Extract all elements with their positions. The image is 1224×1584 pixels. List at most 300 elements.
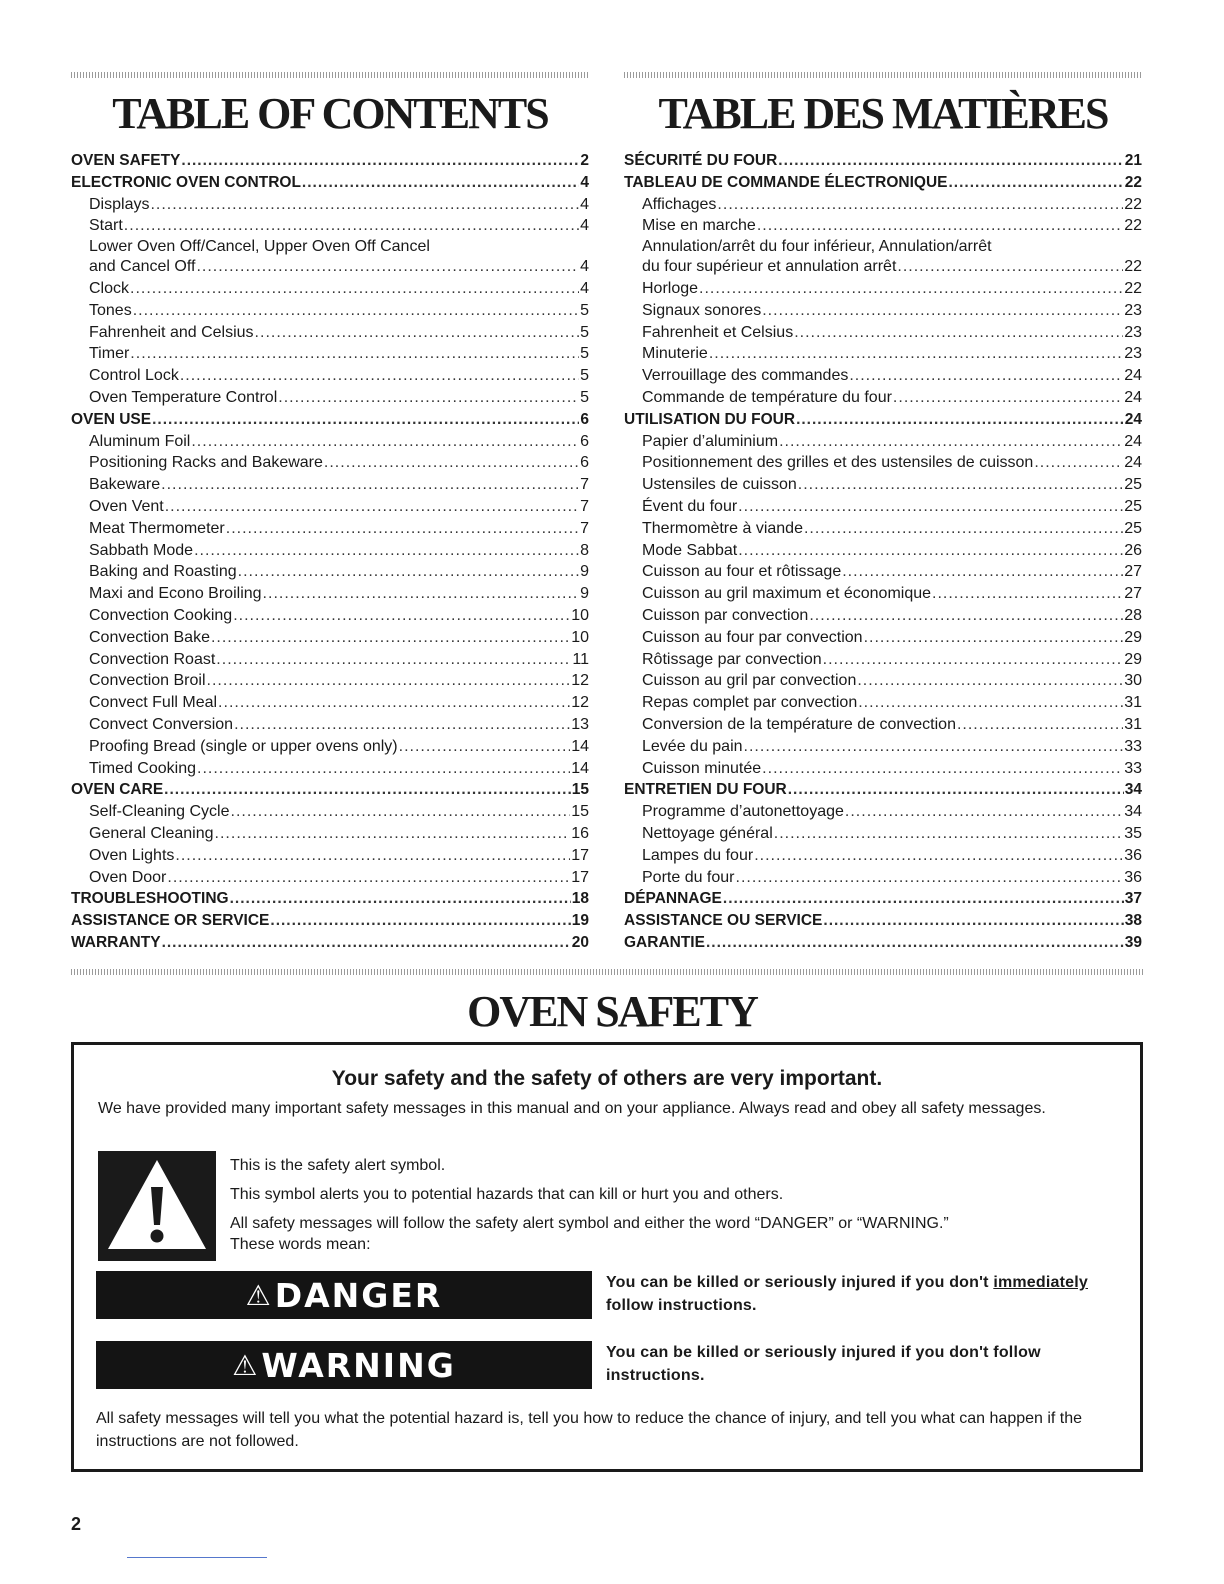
toc-entry bbox=[71, 496, 589, 518]
alert-line: This symbol alerts you to potential hazards that can kill or hurt you and others. bbox=[230, 1186, 784, 1203]
dot-leader bbox=[762, 758, 1123, 780]
toc-entry-label: Lampes du four bbox=[642, 846, 754, 864]
dot-leader bbox=[842, 561, 1123, 583]
dot-leader bbox=[717, 194, 1123, 216]
dot-leader bbox=[736, 867, 1124, 889]
toc-page-number: 37 bbox=[1124, 890, 1142, 908]
dot-leader bbox=[255, 322, 580, 344]
toc-entry-label: UTILISATION DU FOUR bbox=[624, 410, 796, 428]
toc-entry bbox=[71, 322, 589, 344]
toc-entry bbox=[71, 714, 589, 736]
toc-entry bbox=[624, 627, 1142, 649]
toc-entry-label: Horloge bbox=[642, 279, 699, 297]
dot-leader bbox=[216, 649, 571, 671]
dot-leader bbox=[152, 409, 579, 431]
alert-triangle-icon: ⚠ bbox=[232, 1348, 260, 1382]
dot-leader bbox=[130, 278, 579, 300]
dot-leader bbox=[823, 910, 1123, 932]
toc-entry-label: ASSISTANCE OU SERVICE bbox=[624, 912, 823, 930]
dot-leader bbox=[957, 714, 1123, 736]
dot-leader bbox=[231, 801, 571, 823]
toc-entry bbox=[71, 823, 589, 845]
toc-entry-label: Convect Full Meal bbox=[89, 694, 218, 712]
dot-leader bbox=[161, 474, 579, 496]
alert-line: All safety messages will follow the safety alert symbol and either the word “DANGER” or “WARNING.” bbox=[230, 1215, 949, 1232]
dot-leader bbox=[857, 670, 1123, 692]
toc-page-number: 39 bbox=[1124, 933, 1142, 951]
dot-leader bbox=[809, 605, 1123, 627]
dot-leader bbox=[197, 758, 570, 780]
toc-section-entry bbox=[624, 932, 1142, 954]
dot-leader bbox=[849, 365, 1123, 387]
toc-page-number: 36 bbox=[1124, 846, 1142, 864]
dot-leader bbox=[706, 932, 1124, 954]
page-number: 2 bbox=[71, 1514, 82, 1534]
toc-page-number: 5 bbox=[580, 345, 589, 363]
dot-leader bbox=[167, 867, 570, 889]
dot-leader bbox=[858, 692, 1123, 714]
toc-entry-label: Control Lock bbox=[89, 367, 179, 385]
toc-entry bbox=[624, 845, 1142, 867]
toc-entry-label: Convection Broil bbox=[89, 672, 206, 690]
toc-page-number: 12 bbox=[571, 694, 589, 712]
toc-entry bbox=[71, 540, 589, 562]
toc-entry-label: Cuisson au gril maximum et économique bbox=[642, 585, 932, 603]
alert-line: These words mean: bbox=[230, 1236, 371, 1253]
dot-leader bbox=[211, 627, 570, 649]
dot-leader bbox=[932, 583, 1123, 605]
toc-english bbox=[71, 72, 589, 954]
toc-page-number: 9 bbox=[580, 563, 589, 581]
toc-entry bbox=[71, 387, 589, 409]
dot-leader bbox=[194, 540, 579, 562]
toc-page-number: 36 bbox=[1124, 868, 1142, 886]
toc-page-number: 10 bbox=[571, 606, 589, 624]
dot-leader bbox=[864, 627, 1124, 649]
toc-page-number: 24 bbox=[1124, 410, 1142, 428]
toc-entry bbox=[624, 474, 1142, 496]
toc-page-number: 4 bbox=[580, 258, 589, 276]
toc-page-number: 22 bbox=[1124, 279, 1142, 297]
toc-section-entry bbox=[624, 779, 1142, 801]
toc-entry bbox=[71, 867, 589, 889]
toc-entry bbox=[624, 452, 1142, 474]
toc-entry-label: DÉPANNAGE bbox=[624, 890, 722, 908]
dot-leader bbox=[804, 518, 1123, 540]
toc-entry-label: Convection Roast bbox=[89, 650, 216, 668]
toc-page-number: 5 bbox=[580, 323, 589, 341]
toc-section-entry bbox=[624, 172, 1142, 194]
toc-title-fr: TABLE DES MATIÈRES bbox=[658, 89, 1108, 138]
toc-entry bbox=[624, 670, 1142, 692]
danger-description: You can be killed or seriously injured if you don't immediately follow instructions. bbox=[606, 1274, 1088, 1314]
warning-signal-bar bbox=[96, 1341, 592, 1389]
dot-leader bbox=[196, 256, 579, 278]
toc-entry bbox=[624, 605, 1142, 627]
toc-page-number: 22 bbox=[1124, 258, 1142, 276]
alert-line: This is the safety alert symbol. bbox=[230, 1157, 446, 1174]
toc-entry-label: Bakeware bbox=[89, 476, 161, 494]
toc-entry bbox=[624, 583, 1142, 605]
dot-leader bbox=[302, 172, 579, 194]
toc-entry bbox=[624, 431, 1142, 453]
toc-entry bbox=[624, 540, 1142, 562]
toc-entry bbox=[71, 256, 589, 278]
toc-entry-label: Thermomètre à viande bbox=[642, 519, 803, 537]
dot-leader bbox=[796, 409, 1124, 431]
toc-entry bbox=[71, 518, 589, 540]
toc-entry bbox=[624, 692, 1142, 714]
toc-page-number: 31 bbox=[1124, 694, 1142, 712]
dot-leader bbox=[762, 300, 1123, 322]
dot-leader bbox=[234, 714, 570, 736]
toc-entry-label: Baking and Roasting bbox=[89, 563, 237, 581]
dot-leader bbox=[744, 736, 1124, 758]
toc-entry-label: Évent du four bbox=[642, 497, 738, 515]
toc-entry bbox=[71, 300, 589, 322]
toc-entry bbox=[624, 278, 1142, 300]
dot-leader bbox=[164, 779, 571, 801]
toc-entry bbox=[71, 237, 589, 256]
dot-leader bbox=[238, 561, 579, 583]
toc-page-number: 28 bbox=[1124, 606, 1142, 624]
dot-leader bbox=[774, 823, 1123, 845]
toc-entry bbox=[624, 215, 1142, 237]
toc-page-number: 2 bbox=[580, 152, 589, 169]
toc-entry bbox=[624, 649, 1142, 671]
toc-entry bbox=[71, 194, 589, 216]
toc-entry-label: ELECTRONIC OVEN CONTROL bbox=[71, 173, 301, 191]
toc-entry-label: Commande de température du four bbox=[642, 388, 892, 406]
toc-page-number: 17 bbox=[571, 846, 589, 864]
toc-section-entry bbox=[71, 172, 589, 194]
toc-page-number: 23 bbox=[1124, 323, 1142, 341]
toc-entry-label: Cuisson par convection bbox=[642, 606, 809, 624]
dot-leader bbox=[738, 496, 1123, 518]
dot-leader bbox=[124, 215, 579, 237]
dot-leader bbox=[845, 801, 1123, 823]
toc-page-number: 6 bbox=[580, 410, 589, 428]
toc-entry-label: Fahrenheit et Celsius bbox=[642, 323, 794, 341]
toc-entry bbox=[624, 256, 1142, 278]
toc-entry bbox=[71, 474, 589, 496]
toc-page-number: 19 bbox=[571, 912, 589, 930]
toc-page-number: 12 bbox=[571, 672, 589, 690]
toc-page-number: 6 bbox=[580, 454, 589, 472]
dot-leader bbox=[798, 474, 1123, 496]
toc-entry-label: Positionnement des grilles et des ustensiles de cuisson bbox=[642, 454, 1034, 472]
dot-leader bbox=[278, 387, 579, 409]
toc-page-number: 7 bbox=[580, 476, 589, 494]
toc-page-number: 24 bbox=[1124, 367, 1142, 385]
dot-leader bbox=[794, 322, 1123, 344]
toc-page-number: 29 bbox=[1124, 628, 1142, 646]
toc-page-number: 29 bbox=[1124, 650, 1142, 668]
toc-page-number: 6 bbox=[580, 432, 589, 450]
toc-entry bbox=[71, 670, 589, 692]
toc-entry-label: TROUBLESHOOTING bbox=[71, 890, 229, 908]
toc-page-number: 26 bbox=[1124, 541, 1142, 559]
toc-entry-label: Meat Thermometer bbox=[89, 519, 225, 537]
toc-page-number: 20 bbox=[571, 933, 589, 951]
dot-leader bbox=[181, 150, 579, 172]
dot-leader bbox=[897, 256, 1123, 278]
toc-entry bbox=[624, 300, 1142, 322]
safety-intro: We have provided many important safety messages in this manual and on your appliance. Always read and obey all safety messages. bbox=[98, 1100, 1046, 1117]
toc-entry-label: WARRANTY bbox=[71, 933, 161, 951]
toc-entry-label: Oven Vent bbox=[89, 497, 164, 515]
toc-entry-label: Nettoyage général bbox=[642, 824, 773, 842]
toc-entry-label: Mise en marche bbox=[642, 217, 756, 235]
toc-entry bbox=[624, 714, 1142, 736]
toc-list bbox=[71, 150, 589, 954]
toc-page-number: 33 bbox=[1124, 737, 1142, 755]
toc-entry-label: Convect Conversion bbox=[89, 715, 234, 733]
toc-entry bbox=[71, 561, 589, 583]
hatched-rule bbox=[71, 72, 589, 78]
toc-entry bbox=[71, 365, 589, 387]
toc-section-entry bbox=[71, 932, 589, 954]
toc-entry-label: Convection Bake bbox=[89, 628, 210, 646]
toc-entry-label: Annulation/arrêt du four inférieur, Annulation/arrêt bbox=[642, 238, 992, 256]
toc-entry bbox=[71, 758, 589, 780]
toc-section-entry bbox=[71, 888, 589, 910]
toc-page-number: 33 bbox=[1124, 759, 1142, 777]
dot-leader bbox=[779, 431, 1123, 453]
dot-leader bbox=[233, 605, 570, 627]
toc-entry-label: Cuisson minutée bbox=[642, 759, 762, 777]
toc-page-number: 14 bbox=[571, 737, 589, 755]
safety-box bbox=[71, 1042, 1143, 1472]
toc-page-number: 34 bbox=[1124, 781, 1142, 799]
dot-leader bbox=[778, 150, 1123, 172]
toc-page-number: 38 bbox=[1124, 912, 1142, 930]
dot-leader bbox=[230, 888, 571, 910]
toc-section-entry bbox=[624, 150, 1142, 172]
footer-rule bbox=[127, 1557, 267, 1558]
toc-entry bbox=[71, 452, 589, 474]
toc-entry bbox=[624, 758, 1142, 780]
dot-leader bbox=[324, 452, 579, 474]
toc-entry-label: Positioning Racks and Bakeware bbox=[89, 454, 323, 472]
dot-leader bbox=[270, 910, 570, 932]
toc-entry-label: Start bbox=[89, 217, 123, 235]
toc-entry-label: Minuterie bbox=[642, 345, 708, 363]
toc-title: TABLE OF CONTENTS bbox=[112, 89, 548, 138]
toc-entry-label: Self-Cleaning Cycle bbox=[89, 803, 230, 821]
toc-entry bbox=[71, 605, 589, 627]
danger-signal-bar bbox=[96, 1271, 592, 1319]
toc-entry bbox=[624, 736, 1142, 758]
toc-entry-label: Rôtissage par convection bbox=[642, 650, 822, 668]
toc-entry bbox=[624, 496, 1142, 518]
toc-entry bbox=[71, 583, 589, 605]
toc-entry-label: Repas complet par convection bbox=[642, 694, 858, 712]
toc-page-number: 4 bbox=[580, 195, 589, 213]
dot-leader bbox=[218, 692, 570, 714]
toc-page-number: 4 bbox=[580, 217, 589, 235]
toc-page-number: 16 bbox=[571, 824, 589, 842]
toc-entry-label: Papier d’aluminium bbox=[642, 432, 779, 450]
toc-page-number: 7 bbox=[580, 519, 589, 537]
dot-leader bbox=[215, 823, 571, 845]
toc-entry bbox=[71, 845, 589, 867]
toc-entry bbox=[71, 649, 589, 671]
toc-entry-label: ASSISTANCE OR SERVICE bbox=[71, 912, 270, 930]
dot-leader bbox=[699, 278, 1123, 300]
toc-entry bbox=[624, 365, 1142, 387]
toc-page-number: 24 bbox=[1124, 388, 1142, 406]
toc-page-number: 4 bbox=[580, 173, 589, 191]
dot-leader bbox=[949, 172, 1124, 194]
toc-entry bbox=[71, 736, 589, 758]
toc-page-number: 27 bbox=[1124, 563, 1142, 581]
dot-leader bbox=[788, 779, 1124, 801]
toc-page-number: 23 bbox=[1124, 301, 1142, 319]
toc-page-number: 22 bbox=[1124, 173, 1142, 191]
toc-entry bbox=[624, 387, 1142, 409]
toc-entry-label: SÉCURITÉ DU FOUR bbox=[624, 152, 778, 169]
dot-leader bbox=[175, 845, 570, 867]
toc-entry-label: GARANTIE bbox=[624, 933, 705, 951]
toc-entry bbox=[71, 431, 589, 453]
toc-page-number: 22 bbox=[1124, 217, 1142, 235]
toc-entry-label: Ustensiles de cuisson bbox=[642, 476, 797, 494]
toc-entry-label: Clock bbox=[89, 279, 130, 297]
toc-entry bbox=[71, 343, 589, 365]
toc-entry-label: Conversion de la température de convection bbox=[642, 715, 956, 733]
alert-triangle-icon: ⚠ bbox=[245, 1278, 273, 1312]
alert-explanation bbox=[230, 1155, 1110, 1255]
section-title: OVEN SAFETY bbox=[467, 987, 757, 1036]
dot-leader bbox=[162, 932, 571, 954]
warning-word: WARNING bbox=[261, 1345, 456, 1385]
toc-entry-label: Maxi and Econo Broiling bbox=[89, 585, 262, 603]
dot-leader bbox=[399, 736, 571, 758]
toc-entry-label: Mode Sabbat bbox=[642, 541, 738, 559]
toc-page-number: 13 bbox=[571, 715, 589, 733]
toc-entry bbox=[71, 278, 589, 300]
dot-leader bbox=[191, 431, 579, 453]
toc-page-number: 27 bbox=[1124, 585, 1142, 603]
toc-entry bbox=[624, 194, 1142, 216]
toc-page-number: 25 bbox=[1124, 519, 1142, 537]
toc-page-number: 18 bbox=[571, 890, 589, 908]
dot-leader bbox=[130, 343, 579, 365]
hatched-rule bbox=[71, 969, 1143, 975]
toc-entry bbox=[624, 867, 1142, 889]
toc-entry-label: Sabbath Mode bbox=[89, 541, 194, 559]
toc-page-number: 35 bbox=[1124, 824, 1142, 842]
toc-entry bbox=[624, 322, 1142, 344]
warning-description: You can be killed or seriously injured if you don't follow instructions. bbox=[606, 1344, 1041, 1384]
toc-entry-label: General Cleaning bbox=[89, 824, 214, 842]
danger-word: DANGER bbox=[274, 1275, 443, 1315]
toc-page-number: 7 bbox=[580, 497, 589, 515]
toc-page-number: 15 bbox=[571, 803, 589, 821]
dot-leader bbox=[709, 343, 1123, 365]
toc-page-number: 8 bbox=[580, 541, 589, 559]
toc-page-number: 24 bbox=[1124, 454, 1142, 472]
dot-leader bbox=[165, 496, 579, 518]
toc-entry-label: OVEN SAFETY bbox=[71, 152, 181, 169]
toc-page-number: 31 bbox=[1124, 715, 1142, 733]
toc-section-entry bbox=[71, 409, 589, 431]
toc-entry-label: Displays bbox=[89, 195, 150, 213]
toc-entry-label: Aluminum Foil bbox=[89, 432, 191, 450]
dot-leader bbox=[723, 888, 1124, 910]
dot-leader bbox=[133, 300, 579, 322]
toc-entry-label: Verrouillage des commandes bbox=[642, 367, 849, 385]
toc-page-number: 5 bbox=[580, 367, 589, 385]
toc-entry-label: Porte du four bbox=[642, 868, 735, 886]
toc-entry-label: OVEN CARE bbox=[71, 781, 164, 799]
dot-leader bbox=[738, 540, 1123, 562]
toc-page-number: 21 bbox=[1124, 152, 1142, 169]
dot-leader bbox=[754, 845, 1123, 867]
toc-page-number: 34 bbox=[1124, 803, 1142, 821]
toc-entry-label: Lower Oven Off/Cancel, Upper Oven Off Cancel bbox=[89, 238, 430, 256]
toc-entry-label: Signaux sonores bbox=[642, 301, 762, 319]
toc-entry-label: Cuisson au gril par convection bbox=[642, 672, 857, 690]
toc-entry-label: Convection Cooking bbox=[89, 606, 233, 624]
toc-entry-label: Programme d’autonettoyage bbox=[642, 803, 844, 821]
toc-page-number: 24 bbox=[1124, 432, 1142, 450]
toc-page-number: 10 bbox=[571, 628, 589, 646]
toc-entry-label: Oven Temperature Control bbox=[89, 388, 278, 406]
toc-page-number: 5 bbox=[580, 388, 589, 406]
dot-leader bbox=[226, 518, 579, 540]
safety-footer: All safety messages will tell you what the potential hazard is, tell you how to reduce the chance of injury, and tell you what can happen if the instructions are not followed. bbox=[96, 1410, 1083, 1450]
toc-entry bbox=[71, 801, 589, 823]
toc-entry bbox=[624, 237, 1142, 256]
toc-page-number: 11 bbox=[572, 650, 589, 668]
toc-page-number: 17 bbox=[571, 868, 589, 886]
hatched-rule bbox=[624, 72, 1142, 78]
toc-page-number: 22 bbox=[1124, 195, 1142, 213]
safety-heading: Your safety and the safety of others are very important. bbox=[331, 1067, 883, 1090]
toc-entry bbox=[624, 518, 1142, 540]
toc-entry bbox=[624, 561, 1142, 583]
dot-leader bbox=[207, 670, 571, 692]
toc-page-number: 9 bbox=[580, 585, 589, 603]
dot-leader bbox=[893, 387, 1123, 409]
toc-page-number: 25 bbox=[1124, 476, 1142, 494]
toc-page-number: 30 bbox=[1124, 672, 1142, 690]
dot-leader bbox=[823, 649, 1124, 671]
dot-leader bbox=[150, 194, 579, 216]
toc-section-entry bbox=[71, 779, 589, 801]
dot-leader bbox=[1034, 452, 1123, 474]
toc-section-entry bbox=[624, 888, 1142, 910]
toc-entry bbox=[624, 823, 1142, 845]
toc-entry-label: Affichages bbox=[642, 195, 717, 213]
dot-leader bbox=[263, 583, 580, 605]
toc-entry-label: Tones bbox=[89, 301, 132, 319]
toc-entry-label: Levée du pain bbox=[642, 737, 743, 755]
toc-entry-label: Cuisson au four et rôtissage bbox=[642, 563, 842, 581]
toc-page-number: 14 bbox=[571, 759, 589, 777]
toc-entry-label: Proofing Bread (single or upper ovens only) bbox=[89, 737, 398, 755]
toc-entry-label: ENTRETIEN DU FOUR bbox=[624, 781, 787, 799]
toc-entry bbox=[71, 627, 589, 649]
toc-section-entry bbox=[71, 910, 589, 932]
toc-entry-label: OVEN USE bbox=[71, 410, 152, 428]
toc-entry bbox=[71, 692, 589, 714]
toc-page-number: 5 bbox=[580, 301, 589, 319]
toc-list-fr bbox=[624, 150, 1142, 954]
toc-entry bbox=[624, 343, 1142, 365]
